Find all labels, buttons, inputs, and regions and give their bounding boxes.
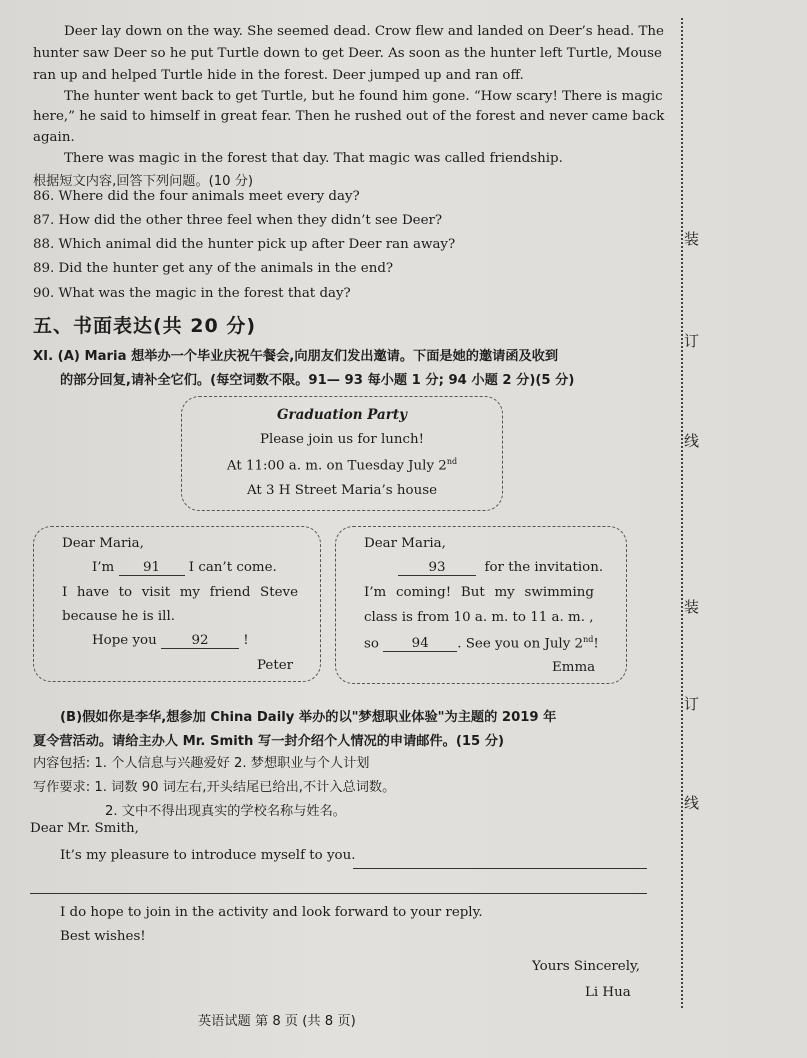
margin-char: 订: [684, 695, 700, 713]
question-88: 88. Which animal did the hunter pick up after Deer ran away?: [33, 237, 456, 252]
reply-line: because he is ill.: [62, 609, 175, 624]
invitation-line: At 11:00 a. m. on Tuesday July 2nd: [226, 457, 458, 474]
reply-line: class is from 10 a. m. to 11 a. m. ,: [364, 610, 594, 625]
reply-card-peter: [33, 526, 321, 682]
invitation-title: Graduation Party: [276, 407, 407, 423]
reading-instruction: 根据短文内容,回答下列问题。(10 分): [33, 174, 254, 189]
story-line: again.: [33, 130, 75, 145]
invitation-line: At 3 H Street Maria’s house: [246, 483, 438, 498]
story-line: here,” he said to himself in great fear. Then he rushed out of the forest and never came back: [33, 109, 665, 124]
letter-salutation: Dear Mr. Smith,: [30, 821, 139, 836]
answer-line[interactable]: [353, 868, 647, 869]
story-line: Deer lay down on the way. She seemed dead. Crow flew and landed on Deer’s head. The: [64, 24, 664, 39]
reply-line: I’m coming! But my swimming: [364, 585, 594, 600]
margin-char: 装: [684, 230, 700, 248]
story-line: The hunter went back to get Turtle, but he found him gone. “How scary! There is magic: [64, 89, 663, 104]
margin-char: 线: [684, 794, 700, 812]
question-86: 86. Where did the four animals meet every day?: [33, 189, 360, 204]
answer-line[interactable]: [30, 893, 647, 894]
margin-char: 线: [684, 432, 700, 450]
letter-closing: I do hope to join in the activity and look forward to your reply.: [60, 905, 483, 920]
reply-signature: Emma: [552, 660, 596, 675]
blank-91[interactable]: 91: [119, 560, 185, 576]
part-b-content: 内容包括: 1. 个人信息与兴趣爱好 2. 梦想职业与个人计划: [33, 756, 370, 771]
section-title: 五、书面表达(共 20 分): [33, 315, 257, 337]
invitation-card: [181, 396, 503, 511]
reply-line: so 94 . See you on July 2nd!: [364, 635, 599, 652]
reply-greeting: Dear Maria,: [364, 536, 446, 551]
story-line: There was magic in the forest that day. That magic was called friendship.: [64, 151, 563, 166]
margin-char: 订: [684, 332, 700, 350]
blank-93[interactable]: 93: [398, 560, 476, 576]
story-line: hunter saw Deer so he put Turtle down to get Deer. As soon as the hunter left Turtle, Mouse: [33, 46, 662, 61]
question-89: 89. Did the hunter get any of the animals in the end?: [33, 261, 394, 276]
letter-signature: Li Hua: [585, 985, 631, 1000]
reply-line: 93 for the invitation.: [398, 560, 603, 576]
reply-line: I’m 91 I can’t come.: [92, 560, 277, 575]
letter-closing: Best wishes!: [60, 929, 146, 944]
letter-opening: It’s my pleasure to introduce myself to you.: [60, 848, 356, 863]
question-90: 90. What was the magic in the forest that day?: [33, 286, 351, 301]
part-b-requirement: 写作要求: 1. 词数 90 词左右,开头结尾已给出,不计入总词数。: [33, 780, 396, 795]
part-a-instruction: XI. (A) Maria 想举办一个毕业庆祝午餐会,向朋友们发出邀请。下面是她的邀请函及收到: [33, 349, 559, 364]
reply-card-emma: [335, 526, 627, 684]
part-b-requirement: 2. 文中不得出现真实的学校名称与姓名。: [105, 804, 346, 819]
reply-line: I have to visit my friend Steve: [62, 585, 298, 600]
letter-signoff: Yours Sincerely,: [532, 959, 641, 974]
reply-greeting: Dear Maria,: [62, 536, 144, 551]
binding-line: [681, 18, 683, 1008]
story-line: ran up and helped Turtle hide in the forest. Deer jumped up and ran off.: [33, 68, 524, 83]
margin-char: 装: [684, 598, 700, 616]
part-a-instruction: 的部分回复,请补全它们。(每空词数不限。91— 93 每小题 1 分; 94 小题 2 分)(5 分): [60, 373, 575, 388]
reply-signature: Peter: [257, 658, 294, 673]
part-b-instruction: (B)假如你是李华,想参加 China Daily 举办的以"梦想职业体验"为主题的 2019 年: [60, 710, 557, 725]
part-b-instruction: 夏令营活动。请给主办人 Mr. Smith 写一封介绍个人情况的申请邮件。(15 分): [33, 734, 505, 749]
blank-92[interactable]: 92: [161, 633, 239, 649]
reply-line: Hope you 92 !: [92, 633, 249, 648]
invitation-line: Please join us for lunch!: [259, 432, 425, 447]
blank-94[interactable]: 94: [383, 636, 457, 652]
question-87: 87. How did the other three feel when they didn’t see Deer?: [33, 213, 443, 228]
page-footer: 英语试题 第 8 页 (共 8 页): [198, 1014, 356, 1029]
